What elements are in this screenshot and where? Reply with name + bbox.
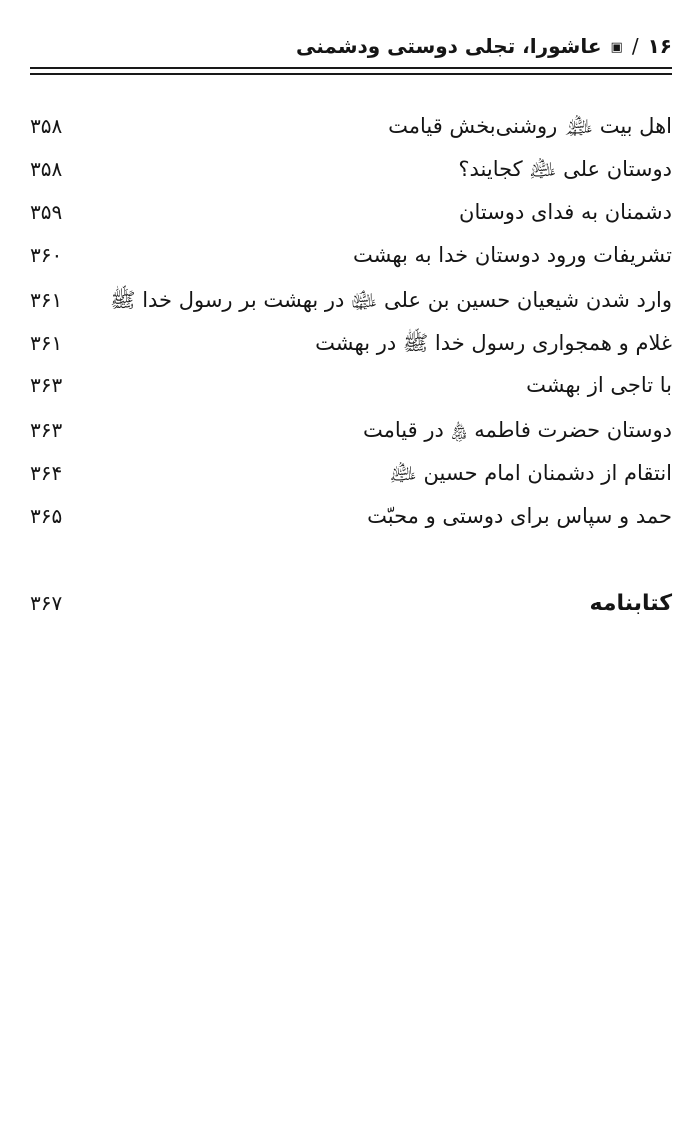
toc-entry-page: ۳۵۸ bbox=[30, 157, 63, 182]
bibliography-page: ۳۶۷ bbox=[30, 590, 63, 615]
toc-entry bbox=[30, 417, 672, 460]
toc-entry-page: ۳۶۱ bbox=[30, 330, 63, 355]
toc-entry-title: تشریفات ورود دوستان خدا به بهشت bbox=[352, 243, 672, 268]
toc-entry-page: ۳۶۰ bbox=[30, 243, 63, 268]
toc-entry-page: ۳۶۳ bbox=[30, 373, 63, 398]
toc-entry-title: اهل بیت ﵈ روشنی‌بخش قیامت bbox=[388, 114, 672, 138]
bibliography-title: کتابنامه bbox=[589, 590, 672, 616]
book-title: عاشورا، تجلی دوستی ودشمنی bbox=[296, 34, 602, 58]
toc-entry-title: حمد و سپاس برای دوستی و محبّت bbox=[367, 503, 672, 528]
toc-entry-title: دوستان علی ﵇ کجایند؟ bbox=[458, 157, 672, 182]
toc-entry bbox=[30, 243, 672, 286]
toc-entry bbox=[30, 504, 672, 547]
book-page bbox=[0, 34, 700, 1135]
toc-entry bbox=[30, 287, 672, 330]
toc-entry bbox=[30, 156, 672, 199]
toc-entry bbox=[30, 113, 672, 156]
toc-entry bbox=[30, 330, 672, 373]
rule-line-bottom bbox=[30, 73, 672, 75]
toc-entry-title: دوستان حضرت فاطمه ﵋ در قیامت bbox=[363, 417, 672, 442]
header-double-rule bbox=[30, 67, 672, 75]
toc-entry-title: دشمنان به فدای دوستان bbox=[459, 199, 672, 224]
toc-entry bbox=[30, 373, 672, 416]
toc-entry-page: ۳۶۵ bbox=[30, 503, 63, 528]
toc-entry-page: ۳۶۱ bbox=[30, 287, 63, 312]
toc-entry-bibliography bbox=[30, 591, 672, 635]
toc-entry bbox=[30, 200, 672, 243]
header-separator: / bbox=[631, 34, 639, 58]
toc-entry-title: غلام و همجواری رسول خدا ﷺ در بهشت bbox=[315, 330, 672, 355]
toc-entry bbox=[30, 460, 672, 503]
toc-entry-page: ۳۵۹ bbox=[30, 199, 63, 224]
toc-entry-page: ۳۶۳ bbox=[30, 417, 63, 442]
toc-entry-title: انتقام از دشمنان امام حسین ﵇ bbox=[389, 461, 672, 486]
toc-entry-page: ۳۶۴ bbox=[30, 461, 63, 486]
running-header bbox=[30, 34, 672, 58]
toc-list bbox=[30, 113, 672, 547]
toc-entry-title: با تاجی از بهشت bbox=[526, 373, 672, 398]
toc-entry-title: وارد شدن شیعیان حسین بن علی ﵉ در بهشت بر رسول خدا ﷺ bbox=[110, 287, 672, 312]
section-square-icon: ▣ bbox=[610, 40, 623, 55]
header-page-number: ۱۶ bbox=[647, 34, 672, 58]
toc-entry-page: ۳۵۸ bbox=[30, 114, 63, 138]
